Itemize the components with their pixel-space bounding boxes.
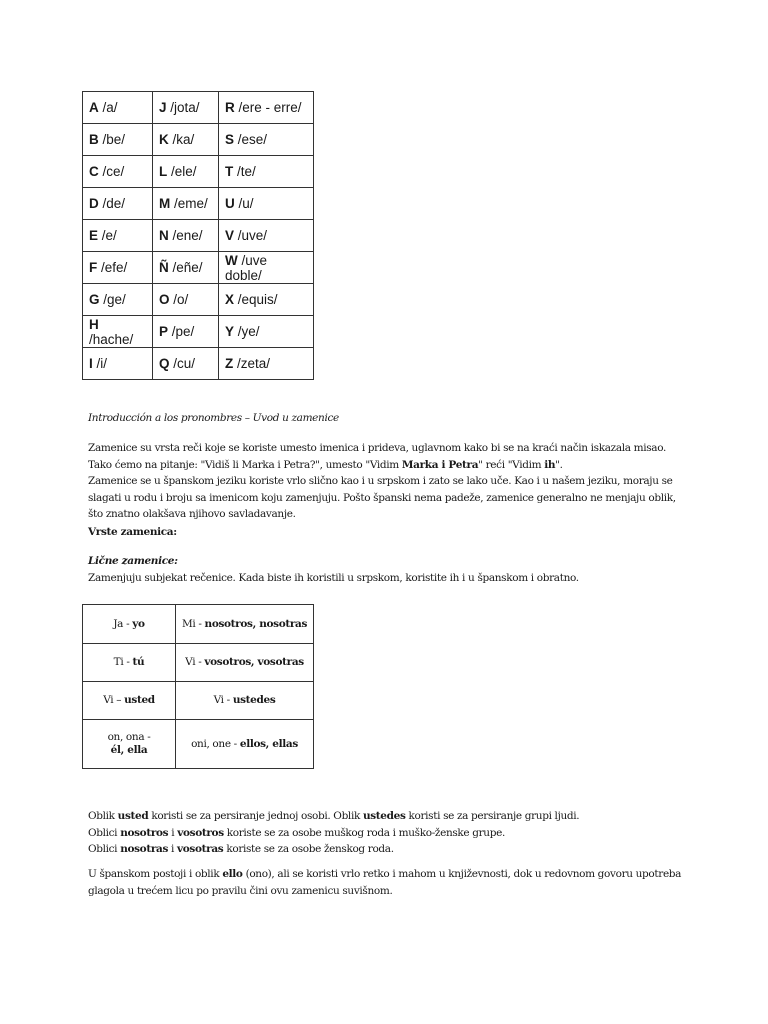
letter: N bbox=[159, 228, 169, 243]
bold-span: usted bbox=[117, 810, 149, 822]
letter: B bbox=[89, 132, 99, 147]
letter: C bbox=[89, 164, 99, 179]
letter-cell bbox=[219, 316, 314, 348]
letter: Ñ bbox=[159, 260, 169, 275]
letter-cell bbox=[219, 92, 314, 124]
letter-pronunciation: /e/ bbox=[101, 228, 117, 243]
spanish-pronoun: ellos, ellas bbox=[239, 737, 298, 750]
text-span: U španskom postoji i oblik bbox=[88, 868, 223, 880]
ello-paragraph bbox=[88, 866, 688, 899]
letter-cell bbox=[219, 284, 314, 316]
pronoun-table bbox=[82, 604, 314, 769]
letter: Q bbox=[159, 356, 170, 371]
letter-cell bbox=[219, 348, 314, 380]
letter-pronunciation: /efe/ bbox=[101, 260, 128, 275]
letter-pronunciation: /o/ bbox=[173, 292, 189, 307]
letter: S bbox=[225, 132, 235, 147]
letter-pronunciation: /u/ bbox=[238, 196, 254, 211]
letter: E bbox=[89, 228, 99, 243]
spanish-pronoun: tú bbox=[132, 656, 145, 668]
table-row bbox=[83, 124, 314, 156]
spanish-pronoun: yo bbox=[132, 617, 145, 630]
serbian-pronoun: Mi - bbox=[181, 617, 205, 630]
text-span: koriste se za osobe ženskog roda. bbox=[223, 843, 394, 855]
letter: D bbox=[89, 196, 99, 211]
letter-pronunciation: /ge/ bbox=[103, 292, 126, 307]
letter-pronunciation: /be/ bbox=[102, 132, 126, 147]
table-row bbox=[83, 605, 314, 644]
text-span: Oblici bbox=[88, 826, 121, 839]
letter: Y bbox=[225, 324, 235, 339]
letter: A bbox=[89, 100, 99, 115]
letter-cell bbox=[153, 124, 219, 156]
personal-pronouns-description: Zamenjuju subjekat rečenice. Kada biste ih koristili u srpskom, koristite ih i u španskom i obratno. bbox=[88, 571, 579, 584]
letter: X bbox=[225, 292, 235, 307]
table-row bbox=[83, 316, 314, 348]
intro-paragraph bbox=[88, 440, 688, 523]
letter-cell bbox=[219, 252, 314, 284]
bold-span: vosotros bbox=[177, 826, 224, 839]
letter-pronunciation: /ene/ bbox=[172, 228, 203, 243]
intro-heading bbox=[88, 410, 688, 427]
usage-line bbox=[88, 808, 688, 825]
intro-paragraph-line2: Zamenice se u španskom jeziku koriste vrlo slično kao i u srpskom i zato se lako uče. Kao i u našem jeziku, moraju se slagati u rodu i broju sa imenicom koju zamenjuju. Pošto španski nema padeže, zamenice generalno ne menjaju oblik, što znatno olakšava njihovo savladavanje. bbox=[88, 475, 676, 520]
intro-heading-text: Introducción a los pronombres – Uvod u zamenice bbox=[88, 412, 339, 424]
letter-pronunciation: /de/ bbox=[102, 196, 126, 211]
letter: V bbox=[225, 228, 235, 243]
letter-pronunciation: /pe/ bbox=[171, 324, 195, 339]
letter-cell bbox=[153, 252, 219, 284]
table-cell bbox=[83, 644, 176, 682]
text-span: i bbox=[168, 826, 178, 839]
personal-pronouns-section bbox=[88, 553, 688, 586]
text-span: Oblik bbox=[88, 810, 118, 822]
table-cell bbox=[83, 682, 176, 720]
section-heading-text: Vrste zamenica: bbox=[88, 526, 177, 538]
letter-cell bbox=[153, 284, 219, 316]
letter-cell bbox=[153, 92, 219, 124]
letter-pronunciation: /eñe/ bbox=[172, 260, 203, 275]
letter-pronunciation: /cu/ bbox=[173, 356, 196, 371]
serbian-pronoun: oni, one - bbox=[191, 737, 240, 750]
letter: U bbox=[225, 196, 235, 211]
letter-cell bbox=[153, 220, 219, 252]
letter: L bbox=[159, 164, 168, 179]
ello-line bbox=[88, 866, 688, 899]
table-row bbox=[83, 156, 314, 188]
letter-pronunciation: /te/ bbox=[237, 164, 256, 179]
text-span: i bbox=[168, 843, 178, 855]
usage-line bbox=[88, 825, 688, 842]
table-row bbox=[83, 252, 314, 284]
letter: J bbox=[159, 100, 167, 115]
usage-line bbox=[88, 841, 688, 858]
letter-cell bbox=[153, 348, 219, 380]
table-cell bbox=[83, 605, 176, 644]
text-span: koriste se za osobe muškog roda i muško-ženske grupe. bbox=[223, 826, 505, 839]
spanish-pronoun: vosotros, vosotras bbox=[204, 656, 304, 668]
letter-cell bbox=[219, 156, 314, 188]
letter-pronunciation: /zeta/ bbox=[237, 356, 271, 371]
letter-pronunciation: /uve/ bbox=[237, 228, 268, 243]
letter-cell bbox=[219, 124, 314, 156]
text-span: koristi se za persiranje grupi ljudi. bbox=[405, 810, 580, 822]
letter-cell bbox=[83, 156, 153, 188]
personal-pronouns-title: Lične zamenice: bbox=[88, 555, 178, 567]
table-cell bbox=[176, 682, 314, 720]
spanish-pronoun: usted bbox=[124, 694, 155, 706]
letter-pronunciation: /i/ bbox=[96, 356, 108, 371]
letter: K bbox=[159, 132, 169, 147]
table-row bbox=[83, 348, 314, 380]
bold-span: ih bbox=[544, 458, 556, 471]
letter: O bbox=[159, 292, 170, 307]
serbian-pronoun: Ja - bbox=[113, 617, 133, 630]
bold-span: nosotras bbox=[120, 843, 169, 855]
letter-pronunciation: /eme/ bbox=[174, 196, 208, 211]
section-heading bbox=[88, 524, 688, 541]
bold-span: nosotros bbox=[120, 826, 169, 839]
text-span: Zamenice su vrsta reči koje se koriste umesto imenica i prideva, uglavnom kako bi se na kraći način iskazala misao. Tako ćemo na pitanje: "Vidiš li Marka i Petra?", umesto "Vidim bbox=[88, 442, 666, 471]
serbian-pronoun: Vi - bbox=[213, 694, 233, 706]
serbian-pronoun: Vi - bbox=[185, 656, 205, 668]
letter-pronunciation: /ere - erre/ bbox=[238, 100, 302, 115]
letter-cell bbox=[153, 156, 219, 188]
letter: F bbox=[89, 260, 98, 275]
serbian-pronoun: Vi – bbox=[103, 694, 125, 706]
letter-cell bbox=[153, 316, 219, 348]
bold-span: ello bbox=[222, 868, 243, 880]
usage-paragraph bbox=[88, 808, 688, 858]
table-row bbox=[83, 188, 314, 220]
table-row bbox=[83, 644, 314, 682]
letter-pronunciation: /ese/ bbox=[237, 132, 268, 147]
serbian-pronoun: Ti - bbox=[113, 656, 133, 668]
intro-paragraph-line1 bbox=[88, 440, 688, 473]
table-row bbox=[83, 682, 314, 720]
letter-pronunciation: /equis/ bbox=[237, 292, 278, 307]
bold-span: Marka i Petra bbox=[401, 458, 479, 471]
text-span: Oblici bbox=[88, 843, 121, 855]
alphabet-table-body bbox=[83, 92, 314, 380]
alphabet-table bbox=[82, 91, 314, 380]
letter-cell bbox=[219, 220, 314, 252]
spanish-pronoun: él, ella bbox=[110, 744, 148, 756]
table-cell bbox=[176, 720, 314, 769]
letter-cell bbox=[219, 188, 314, 220]
text-span: " reći "Vidim bbox=[478, 458, 545, 471]
letter-pronunciation: /ye/ bbox=[237, 324, 260, 339]
letter: I bbox=[89, 356, 93, 371]
letter: W bbox=[225, 252, 238, 268]
letter-cell bbox=[83, 316, 153, 348]
letter-pronunciation: /hache/ bbox=[89, 331, 134, 347]
table-cell bbox=[176, 605, 314, 644]
letter-cell bbox=[153, 188, 219, 220]
bold-span: ustedes bbox=[362, 810, 406, 822]
text-span: (ono), ali se koristi vrlo retko i mahom u književnosti, dok u redovnom govoru upotreba glagola u trećem licu po pravilu čini ovu zamenicu suvišnom. bbox=[88, 868, 682, 897]
letter: G bbox=[89, 292, 100, 307]
serbian-pronoun: on, ona - bbox=[107, 731, 151, 743]
letter: M bbox=[159, 196, 171, 211]
letter-cell bbox=[83, 188, 153, 220]
letter-pronunciation: /ele/ bbox=[171, 164, 197, 179]
bold-span: vosotras bbox=[177, 843, 224, 855]
letter: H bbox=[89, 316, 99, 332]
table-cell bbox=[83, 720, 176, 769]
letter-cell bbox=[83, 92, 153, 124]
table-cell bbox=[176, 644, 314, 682]
table-row bbox=[83, 92, 314, 124]
letter-cell bbox=[83, 348, 153, 380]
text-span: ". bbox=[555, 458, 563, 471]
letter-cell bbox=[83, 220, 153, 252]
letter: T bbox=[225, 164, 234, 179]
letter: P bbox=[159, 324, 169, 339]
letter-pronunciation: /uve doble/ bbox=[225, 252, 268, 283]
letter-cell bbox=[83, 284, 153, 316]
letter: Z bbox=[225, 356, 234, 371]
table-row bbox=[83, 720, 314, 769]
letter-cell bbox=[83, 252, 153, 284]
text-span: koristi se za persiranje jednoj osobi. Oblik bbox=[148, 810, 363, 822]
letter-pronunciation: /ce/ bbox=[102, 164, 125, 179]
letter: R bbox=[225, 100, 235, 115]
table-row bbox=[83, 220, 314, 252]
spanish-pronoun: ustedes bbox=[232, 694, 276, 706]
letter-pronunciation: /a/ bbox=[102, 100, 118, 115]
letter-cell bbox=[83, 124, 153, 156]
spanish-pronoun: nosotros, nosotras bbox=[204, 617, 308, 630]
letter-pronunciation: /jota/ bbox=[170, 100, 200, 115]
table-row bbox=[83, 284, 314, 316]
letter-pronunciation: /ka/ bbox=[172, 132, 195, 147]
